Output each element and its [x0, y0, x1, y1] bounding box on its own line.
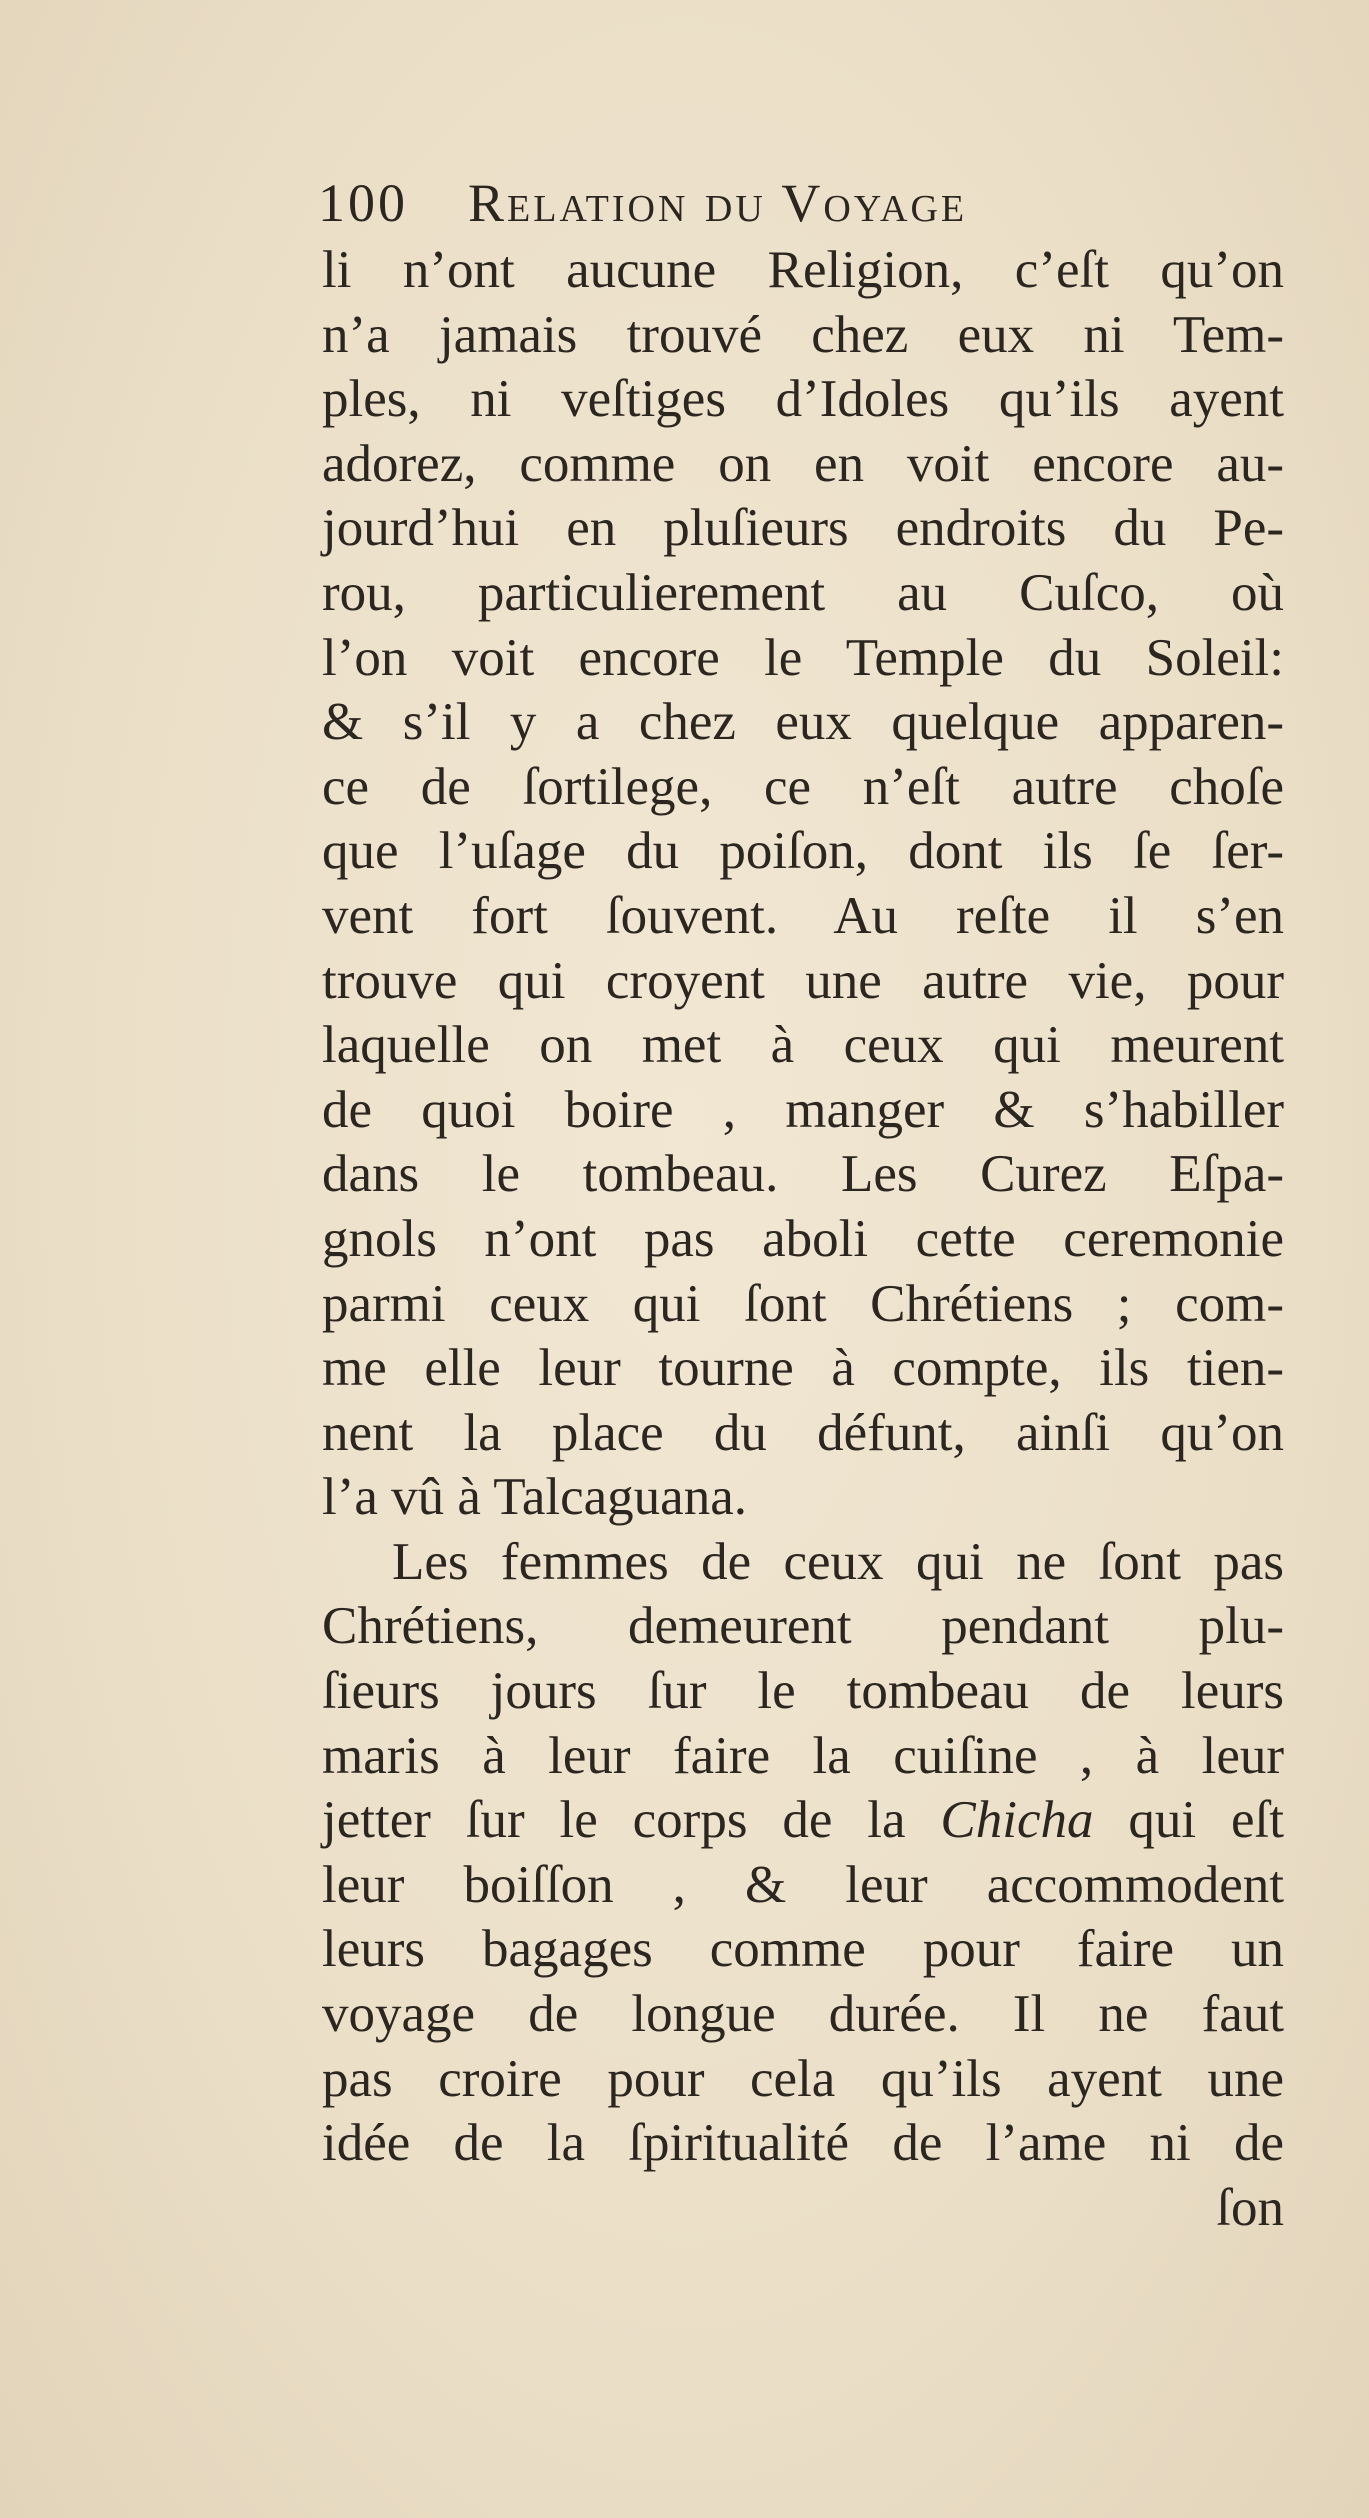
paragraph-first-line: Les femmes de ceux qui ne ſont pas: [392, 1532, 1284, 1591]
running-header: [318, 168, 1318, 238]
text-line: laquelle on met à ceux qui meurent: [322, 1016, 1284, 1075]
line-segment: jetter ſur le corps de la: [322, 1791, 941, 1850]
text-line-with-italic: [322, 1788, 1284, 1853]
paragraph-end-line: l’a vû à Talcaguana.: [322, 1468, 747, 1527]
text-line: ples, ni veſtiges d’Idoles qu’ils ayent: [322, 370, 1284, 429]
page-number: 100: [318, 173, 408, 233]
text-line: voyage de longue durée. Il ne faut: [322, 1985, 1284, 2044]
text-line: & s’il y a chez eux quelque apparen-: [322, 693, 1284, 752]
text-line: vent fort ſouvent. Au reſte il s’en: [322, 886, 1284, 945]
text-line: n’a jamais trouvé chez eux ni Tem-: [322, 305, 1284, 364]
text-line: dans le tombeau. Les Curez Eſpa-: [322, 1145, 1284, 1204]
line-segment: qui eſt: [1093, 1791, 1284, 1850]
text-line: ſieurs jours ſur le tombeau de leurs: [322, 1662, 1284, 1721]
body-text: [322, 238, 1284, 2240]
text-line: ce de ſortilege, ce n’eſt autre choſe: [322, 757, 1284, 816]
italic-term-chicha: Chicha: [940, 1791, 1094, 1850]
text-line: trouve qui croyent une autre vie, pour: [322, 951, 1284, 1010]
running-title: Relation du Voyage: [468, 173, 968, 233]
text-line: jourd’hui en pluſieurs endroits du Pe-: [322, 499, 1284, 558]
text-line: rou, particulierement au Cuſco, où: [322, 563, 1284, 622]
text-line: me elle leur tourne à compte, ils tien-: [322, 1339, 1284, 1398]
text-line: li n’ont aucune Religion, c’eſt qu’on: [322, 241, 1284, 299]
text-line: maris à leur faire la cuiſine , à leur: [322, 1726, 1284, 1785]
catchword: ſon: [1216, 2178, 1284, 2237]
text-line: de quoi boire , manger & s’habiller: [322, 1080, 1284, 1139]
text-line: leur boiſſon , & leur accommodent: [322, 1855, 1284, 1914]
text-line: idée de la ſpiritualité de l’ame ni de: [322, 2114, 1284, 2173]
text-line: gnols n’ont pas aboli cette ceremonie: [322, 1209, 1284, 1268]
text-line: pas croire pour cela qu’ils ayent une: [322, 2049, 1284, 2108]
text-line: que l’uſage du poiſon, dont ils ſe ſer-: [322, 822, 1284, 881]
text-line: nent la place du défunt, ainſi qu’on: [322, 1403, 1284, 1462]
text-line: parmi ceux qui ſont Chrétiens ; com-: [322, 1274, 1284, 1333]
text-line: l’on voit encore le Temple du Soleil:: [322, 628, 1284, 687]
text-line: leurs bagages comme pour faire un: [322, 1920, 1284, 1979]
text-line: Chrétiens, demeurent pendant plu-: [322, 1597, 1284, 1656]
text-line: adorez, comme on en voit encore au-: [322, 434, 1284, 493]
